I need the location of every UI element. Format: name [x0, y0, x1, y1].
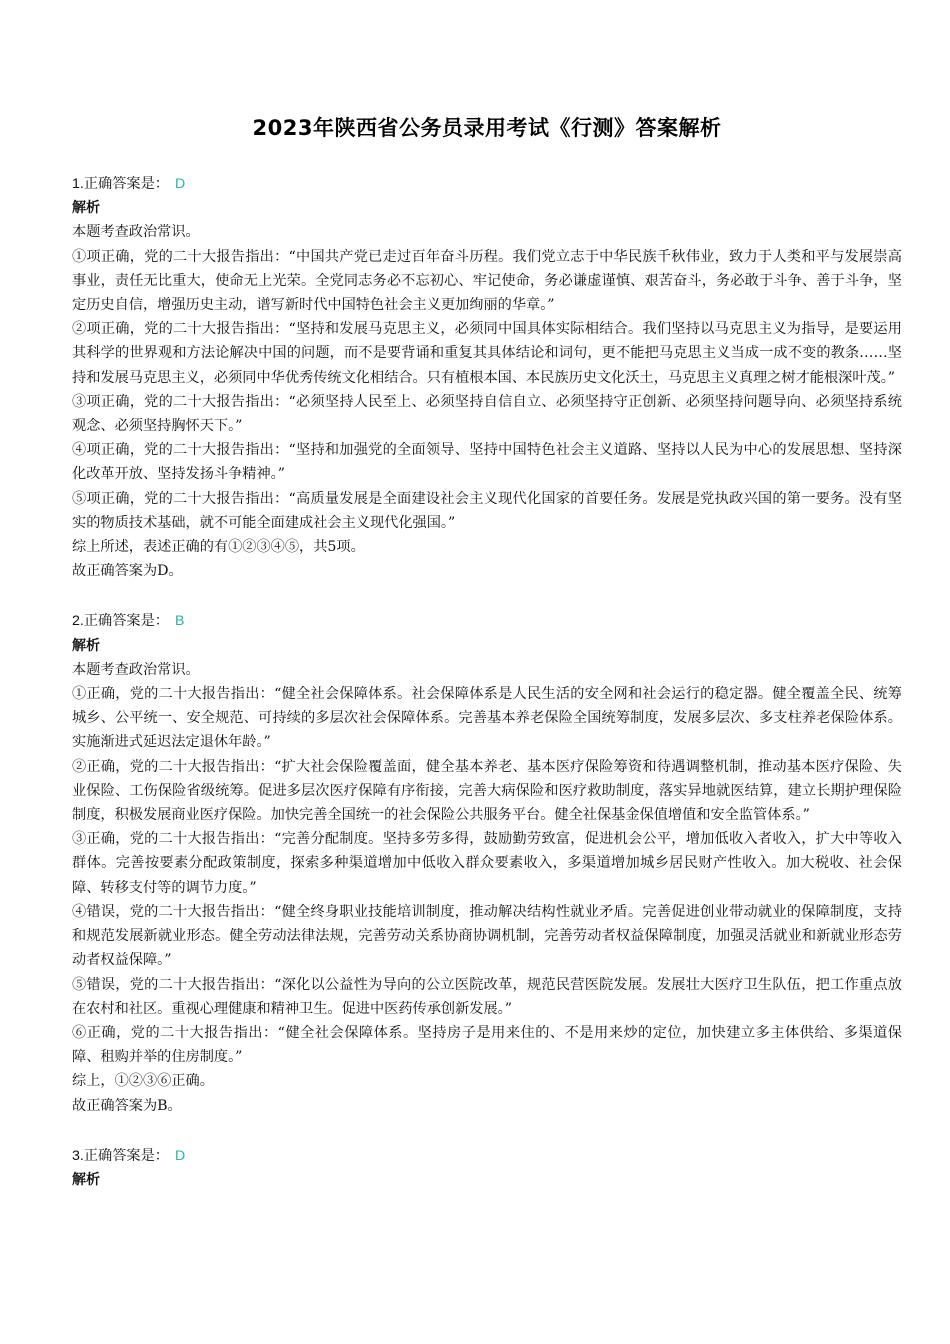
analysis-paragraph: 综上，①②③⑥正确。 [72, 1073, 214, 1090]
analysis-paragraph: ④项正确，党的二十大报告指出：“坚持和加强党的全面领导、坚持中国特色社会主义道路、坚持以人民为中心的发展思想、坚持深化改革开放、坚持发扬斗争精神。” [72, 442, 902, 483]
analysis-label: 解析 [72, 200, 100, 217]
analysis-paragraph: 故正确答案为B。 [72, 1097, 182, 1114]
analysis-paragraph: 故正确答案为D。 [72, 563, 183, 580]
answer-prefix: 1.正确答案是： [72, 176, 169, 192]
analysis-paragraph: ⑤错误，党的二十大报告指出：“深化以公益性为导向的公立医院改革，规范民营医院发展。发展壮大医疗卫生队伍，把工作重点放在农村和社区。重视心理健康和精神卫生。促进中医药传承创新发展。” [72, 976, 902, 1017]
analysis-paragraph: 本题考查政治常识。 [72, 224, 200, 241]
answer-line [72, 1144, 902, 1168]
analysis-paragraph: 综上所述，表述正确的有①②③④⑤，共5项。 [72, 539, 365, 556]
analysis-paragraph: ④错误，党的二十大报告指出：“健全终身职业技能培训制度，推动解决结构性就业矛盾。完善促进创业带动就业的保障制度，支持和规范发展新就业形态。健全劳动法律法规，完善劳动关系协商协调机制，完善劳动者权益保障制度，加强灵活就业和新就业形态劳动者权益保障。” [72, 903, 902, 969]
analysis-paragraph: ①项正确，党的二十大报告指出：“中国共产党已走过百年奋斗历程。我们党立志于中华民族千秋伟业，致力于人类和平与发展崇高事业，责任无比重大，使命无上光荣。全党同志务必不忘初心、牢记使命，务必谦虚谨慎、艰苦奋斗，务必敢于斗争、善于斗争，坚定历史自信，增强历史主动，谱写新时代中国特色社会主义更加绚丽的华章。” [72, 248, 902, 314]
question-2 [72, 609, 902, 1117]
question-3 [72, 1144, 902, 1192]
analysis-paragraph: ②正确，党的二十大报告指出：“扩大社会保险覆盖面，健全基本养老、基本医疗保险筹资和待遇调整机制，推动基本医疗保险、失业保险、工伤保险省级统筹。促进多层次医疗保障有序衔接，完善大病保险和医疗救助制度，落实异地就医结算，建立长期护理保险制度，积极发展商业医疗保险。加快完善全国统一的社会保险公共服务平台。健全社保基金保值增值和安全监管体系。” [72, 758, 902, 824]
answer-letter: D [174, 1147, 186, 1164]
answer-letter: B [174, 613, 185, 630]
answer-letter: D [174, 176, 186, 192]
document-title: 2023年陕西省公务员录用考试《行测》答案解析 [252, 116, 722, 140]
answer-prefix: 3.正确答案是： [72, 1147, 169, 1164]
analysis-paragraph: ⑤项正确，党的二十大报告指出：“高质量发展是全面建设社会主义现代化国家的首要任务。发展是党执政兴国的第一要务。没有坚实的物质技术基础，就不可能全面建成社会主义现代化强国。” [72, 490, 902, 531]
answer-line [72, 172, 902, 196]
analysis-paragraph: ③项正确，党的二十大报告指出：“必须坚持人民至上、必须坚持自信自立、必须坚持守正创新、必须坚持问题导向、必须坚持系统观念、必须坚持胸怀天下。” [72, 393, 902, 435]
analysis-paragraph: ③正确，党的二十大报告指出：“完善分配制度。坚持多劳多得，鼓励勤劳致富，促进机会公平，增加低收入者收入，扩大中等收入群体。完善按要素分配政策制度，探索多种渠道增加中低收入群众要素收入，多渠道增加城乡居民财产性收入。加大税收、社会保障、转移支付等的调节力度。” [72, 831, 902, 896]
analysis-paragraph: ⑥正确，党的二十大报告指出：“健全社会保障体系。坚持房子是用来住的、不是用来炒的定位，加快建立多主体供给、多渠道保障、租购并举的住房制度。” [72, 1024, 902, 1066]
document-page [72, 112, 902, 1218]
analysis-label: 解析 [72, 637, 100, 654]
analysis-paragraph: 本题考查政治常识。 [72, 661, 200, 678]
analysis-paragraph: ①正确，党的二十大报告指出：“健全社会保障体系。社会保障体系是人民生活的安全网和社会运行的稳定器。健全覆盖全民、统筹城乡、公平统一、安全规范、可持续的多层次社会保障体系。完善基本养老保险全国统筹制度，发展多层次、多支柱养老保险体系。实施渐进式延迟法定退休年龄。” [72, 686, 902, 751]
analysis-label: 解析 [72, 1171, 100, 1188]
analysis-paragraph: ②项正确，党的二十大报告指出：“坚持和发展马克思主义，必须同中国具体实际相结合。我们坚持以马克思主义为指导，是要运用其科学的世界观和方法论解决中国的问题，而不是要背诵和重复其具体结论和词句，更不能把马克思主义当成一成不变的教条……坚持和发展马克思主义，必须同中华优秀传统文化相结合。只有植根本国、本民族历史文化沃土，马克思主义真理之树才能根深叶茂。” [72, 321, 902, 386]
answer-prefix: 2.正确答案是： [72, 613, 169, 630]
answer-line [72, 609, 902, 633]
question-1 [72, 172, 902, 583]
